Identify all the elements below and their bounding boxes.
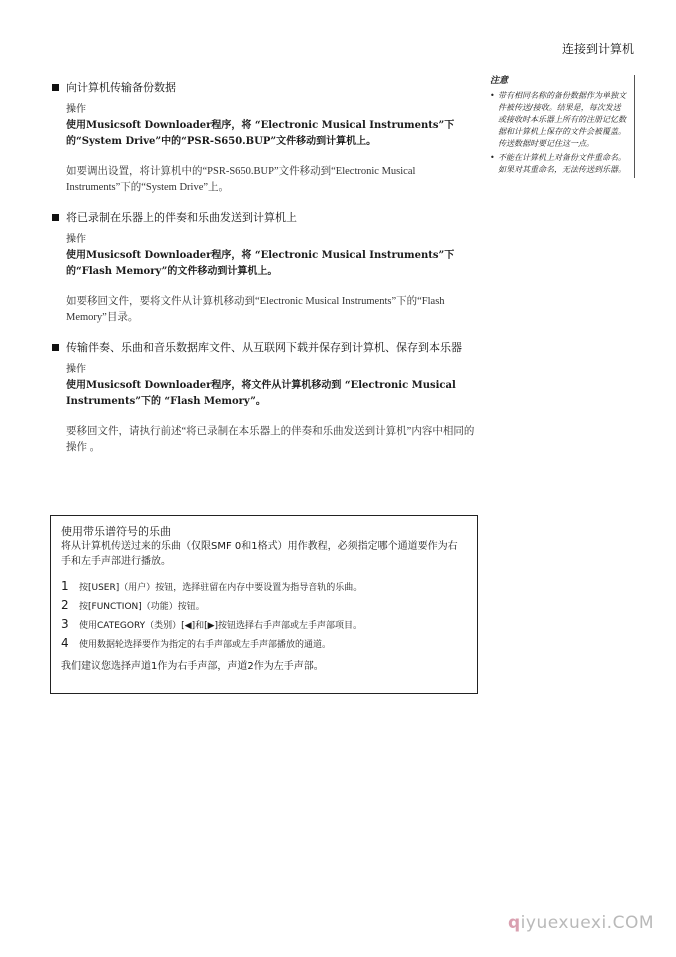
operation-label: 操作 bbox=[66, 364, 86, 375]
section-title bbox=[52, 80, 482, 96]
step-item bbox=[61, 636, 467, 653]
operation-label: 操作 bbox=[66, 234, 86, 245]
side-note-item bbox=[490, 90, 628, 150]
section-title-text: 将已录制在乐器上的伴奏和乐曲发送到计算机上 bbox=[66, 211, 297, 224]
section-title-text: 向计算机传输备份数据 bbox=[66, 81, 176, 94]
section-note: 如要调出设置，将计算机中的“PSR-S650.BUP”文件移动到“Electronic Musical Instruments”下的“System Drive”上。 bbox=[66, 166, 416, 193]
watermark-text: iyuexuexi.COM bbox=[520, 913, 654, 933]
site-watermark bbox=[508, 913, 654, 933]
watermark-q: q bbox=[508, 913, 521, 933]
side-note bbox=[490, 75, 635, 178]
box-intro: 将从计算机传送过来的乐曲（仅限SMF 0和1格式）用作教程，必须指定哪个通道要作为右手和左手声部进行播放。 bbox=[61, 541, 458, 567]
section-transfer-files bbox=[52, 340, 482, 456]
step-item bbox=[61, 579, 467, 596]
operation-label: 操作 bbox=[66, 104, 86, 115]
step-text: 按[FUNCTION]（功能）按钮。 bbox=[79, 602, 205, 612]
operation-block bbox=[52, 232, 482, 280]
section-title bbox=[52, 210, 482, 226]
operation-text: 使用Musicsoft Downloader程序，将 “Electronic Musical Instruments”下的“System Drive”中的“PSR-S650.BUP”文件移动到计算机上。 bbox=[66, 120, 455, 147]
side-note-text: 带有相同名称的备份数据作为单独文件被传送/接收。结果是，每次发送或接收时本乐器上所有的注册记忆数据和计算机上保存的文件会被覆盖。传送数据时要记住这一点。 bbox=[498, 91, 626, 148]
square-bullet-icon bbox=[52, 84, 59, 91]
side-note-item bbox=[490, 152, 628, 176]
bullet-dot-icon: • bbox=[490, 91, 495, 100]
step-item bbox=[61, 617, 467, 634]
step-text: 使用CATEGORY（类别）[◀]和[▶]按钮选择右手声部或左手声部项目。 bbox=[79, 621, 363, 631]
step-item bbox=[61, 598, 467, 615]
operation-text: 使用Musicsoft Downloader程序，将 “Electronic Musical Instruments”下的“Flash Memory”的文件移动到计算机上。 bbox=[66, 250, 455, 277]
square-bullet-icon bbox=[52, 214, 59, 221]
step-number: 4 bbox=[61, 636, 69, 650]
bullet-dot-icon: • bbox=[490, 153, 495, 162]
operation-block bbox=[52, 102, 482, 150]
section-send-songs bbox=[52, 210, 482, 326]
section-title bbox=[52, 340, 482, 356]
section-backup bbox=[52, 80, 482, 196]
main-content bbox=[52, 80, 482, 470]
step-text: 按[USER]（用户）按钮，选择驻留在内存中要设置为指导音轨的乐曲。 bbox=[79, 583, 363, 593]
step-number: 3 bbox=[61, 617, 69, 631]
score-song-box bbox=[50, 515, 478, 694]
box-footer: 我们建议您选择声道1作为右手声部，声道2作为左手声部。 bbox=[61, 661, 324, 672]
square-bullet-icon bbox=[52, 344, 59, 351]
step-text: 使用数据轮选择要作为指定的右手声部或左手声部播放的通道。 bbox=[79, 640, 332, 650]
side-note-text: 不能在计算机上对备份文件重命名。如果对其重命名，无法传送到乐器。 bbox=[498, 153, 626, 174]
side-note-title: 注意 bbox=[490, 76, 509, 86]
step-number: 2 bbox=[61, 598, 69, 612]
page-header-title: 连接到计算机 bbox=[561, 42, 634, 56]
operation-text: 使用Musicsoft Downloader程序，将文件从计算机移动到 “Electronic Musical Instruments”下的 “Flash Memory”。 bbox=[66, 380, 456, 407]
operation-block bbox=[52, 362, 482, 410]
box-title: 使用带乐谱符号的乐曲 bbox=[61, 525, 171, 538]
section-note: 如要移回文件，要将文件从计算机移动到“Electronic Musical Instruments”下的“Flash Memory”目录。 bbox=[66, 296, 445, 323]
step-number: 1 bbox=[61, 579, 69, 593]
section-note: 要移回文件，请执行前述“将已录制在本乐器上的伴奏和乐曲发送到计算机”内容中相同的操作 。 bbox=[66, 426, 475, 453]
section-title-text: 传输伴奏、乐曲和音乐数据库文件、从互联网下载并保存到计算机、保存到本乐器 bbox=[66, 341, 462, 354]
